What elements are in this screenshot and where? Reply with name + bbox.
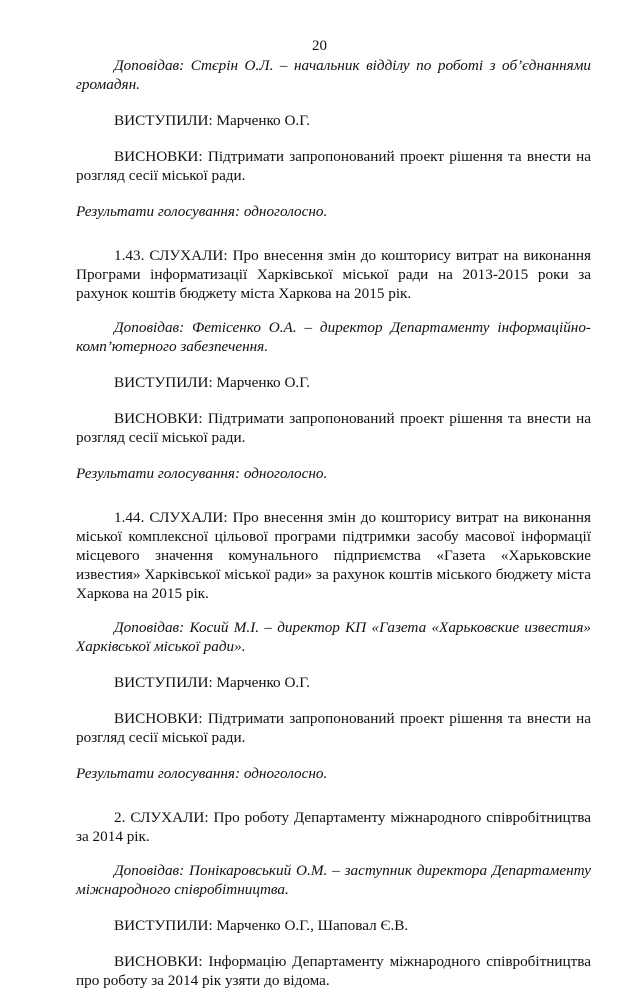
agenda-item-2 [76, 808, 591, 990]
conclusion-line: ВИСНОВКИ: Інформацію Департаменту міжнародного співробітництва про роботу за 2014 рік узяти до відома. [76, 953, 591, 989]
vote-result: Результати голосування: одноголосно. [76, 465, 328, 482]
document-body [76, 56, 591, 990]
agenda-item-1-43 [76, 246, 591, 483]
conclusion-line: ВИСНОВКИ: Підтримати запропонований проект рішення та внести на розгляд сесії міської ради. [76, 410, 591, 446]
reporter-line: Доповідав: Фетісенко О.А. – директор Департаменту інформаційно-комп’ютерного забезпечення. [76, 319, 591, 355]
speakers-line: ВИСТУПИЛИ: Марченко О.Г., Шаповал Є.В. [114, 917, 409, 934]
vote-result: Результати голосування: одноголосно. [76, 765, 328, 782]
page-number: 20 [312, 38, 327, 54]
heard-line: 1.44. СЛУХАЛИ: Про внесення змін до кошторису витрат на виконання міської комплексної цільової програми підтримки засобу масової інформації місцевого значення комунального підприємства «Газета «Харьковские известия» Харківської міської ради» за рахунок коштів міського бюджету міста Харкова на 2015 рік. [76, 509, 591, 602]
reporter-line: Доповідав: Косий М.І. – директор КП «Газета «Харьковские известия» Харківської міської ради». [76, 619, 591, 655]
speakers-line: ВИСТУПИЛИ: Марченко О.Г. [114, 374, 311, 391]
reporter-line: Доповідав: Понікаровський О.М. – заступник директора Департаменту міжнародного співробітництва. [76, 862, 591, 898]
reporter-line: Доповідав: Стєрін О.Л. – начальник відділу по роботі з об’єднаннями громадян. [76, 57, 591, 93]
vote-result: Результати голосування: одноголосно. [76, 203, 328, 220]
speakers-line: ВИСТУПИЛИ: Марченко О.Г. [114, 112, 311, 129]
heard-line: 1.43. СЛУХАЛИ: Про внесення змін до кошторису витрат на виконання Програми інформатизації Харківської міської ради на 2013-2015 роки за рахунок коштів бюджету міста Харкова на 2015 рік. [76, 247, 591, 302]
conclusion-line: ВИСНОВКИ: Підтримати запропонований проект рішення та внести на розгляд сесії міської ради. [76, 148, 591, 184]
agenda-item-1-44 [76, 508, 591, 783]
heard-line: 2. СЛУХАЛИ: Про роботу Департаменту міжнародного співробітництва за 2014 рік. [76, 809, 591, 845]
conclusion-line: ВИСНОВКИ: Підтримати запропонований проект рішення та внести на розгляд сесії міської ради. [76, 710, 591, 746]
speakers-line: ВИСТУПИЛИ: Марченко О.Г. [114, 674, 311, 691]
